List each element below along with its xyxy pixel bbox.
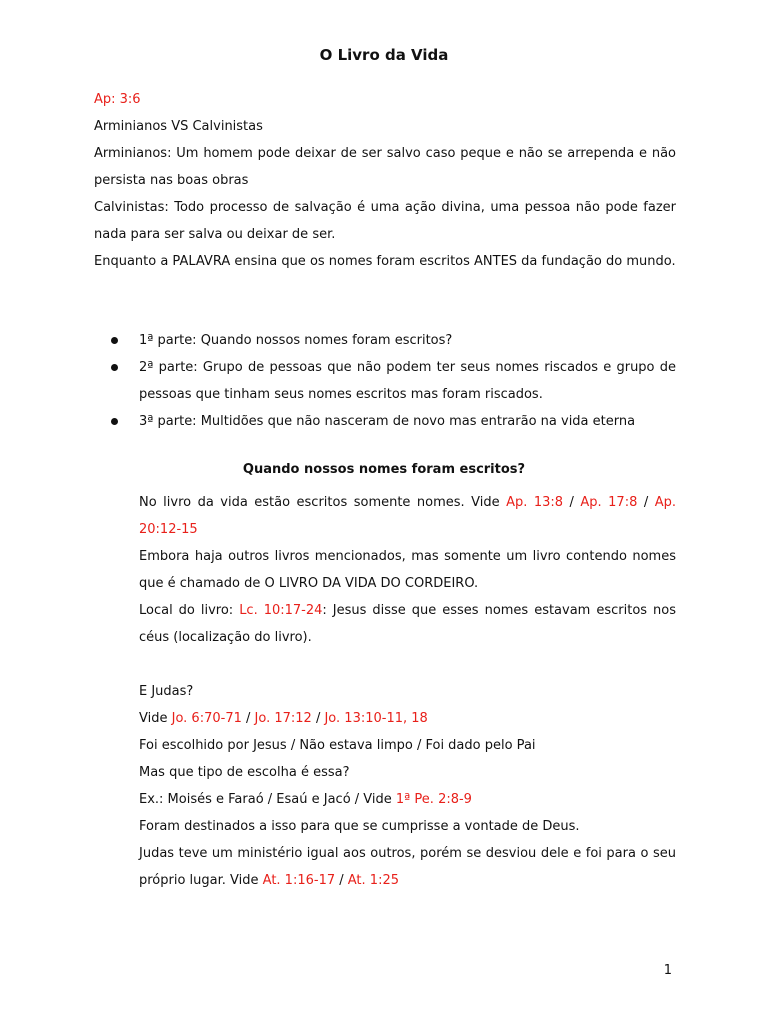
intro-line: Arminianos VS Calvinistas bbox=[94, 119, 263, 134]
reference-link: 1ª Pe. 2:8-9 bbox=[395, 792, 472, 807]
reference-link: At. 1:25 bbox=[347, 873, 399, 888]
example-line: Ex.: Moisés e Faraó / Esaú e Jacó / Vide 1ª Pe. 2:8-9 bbox=[139, 792, 472, 807]
list-item: 3ª parte: Multidões que não nasceram de novo mas entrarão na vida eterna bbox=[94, 408, 676, 435]
reference-link: Lc. 10:17-24 bbox=[239, 603, 323, 618]
page-number: 1 bbox=[663, 963, 672, 978]
bullet-icon bbox=[111, 337, 118, 344]
bullet-icon bbox=[111, 364, 118, 371]
judas-paragraph: Judas teve um ministério igual aos outros, porém se desviou dele e foi para o seu próprio lugar. Vide At. 1:16-17 / At. 1:25 bbox=[139, 846, 676, 888]
foi-line: Foi escolhido por Jesus / Não estava limpo / Foi dado pelo Pai bbox=[139, 738, 536, 753]
reference-link: Jo. 17:12 bbox=[254, 711, 312, 726]
judas-references: Vide Jo. 6:70-71 / Jo. 17:12 / Jo. 13:10-11, 18 bbox=[139, 711, 428, 726]
parts-list bbox=[94, 327, 676, 435]
reference-link: Ap. 13:8 bbox=[506, 495, 564, 510]
intro-reference: Ap: 3:6 bbox=[94, 92, 141, 107]
reference-link: Jo. 6:70-71 bbox=[171, 711, 242, 726]
list-item: 1ª parte: Quando nossos nomes foram escritos? bbox=[94, 327, 676, 354]
mas-line: Mas que tipo de escolha é essa? bbox=[139, 765, 350, 780]
reference-link: Ap. 20:12-15 bbox=[139, 495, 676, 537]
section-title: Quando nossos nomes foram escritos? bbox=[242, 462, 526, 477]
page-title: O Livro da Vida bbox=[319, 46, 449, 64]
section-paragraph-1: No livro da vida estão escritos somente nomes. Vide Ap. 13:8 / Ap. 17:8 / Ap. 20:12-15 bbox=[139, 495, 676, 537]
foram-line: Foram destinados a isso para que se cumprisse a vontade de Deus. bbox=[139, 819, 580, 834]
reference-link: Ap. 17:8 bbox=[580, 495, 638, 510]
judas-question: E Judas? bbox=[139, 684, 194, 699]
list-item: 2ª parte: Grupo de pessoas que não podem ter seus nomes riscados e grupo de pessoas que tinham seus nomes escritos mas foram riscados. bbox=[94, 354, 676, 408]
section-paragraph-3: Local do livro: Lc. 10:17-24: Jesus disse que esses nomes estavam escritos nos céus (localização do livro). bbox=[139, 603, 676, 645]
arminianos-paragraph: Arminianos: Um homem pode deixar de ser salvo caso peque e não se arrependa e não persista nas boas obras bbox=[94, 146, 676, 188]
reference-link: At. 1:16-17 bbox=[262, 873, 336, 888]
calvinistas-paragraph: Calvinistas: Todo processo de salvação é uma ação divina, uma pessoa não pode fazer nada para ser salva ou deixar de ser. bbox=[94, 200, 676, 242]
reference-link: Jo. 13:10-11, 18 bbox=[324, 711, 428, 726]
enquanto-paragraph: Enquanto a PALAVRA ensina que os nomes foram escritos ANTES da fundação do mundo. bbox=[94, 254, 676, 269]
section-paragraph-2: Embora haja outros livros mencionados, mas somente um livro contendo nomes que é chamado de O LIVRO DA VIDA DO CORDEIRO. bbox=[139, 549, 676, 591]
bullet-icon bbox=[111, 418, 118, 425]
